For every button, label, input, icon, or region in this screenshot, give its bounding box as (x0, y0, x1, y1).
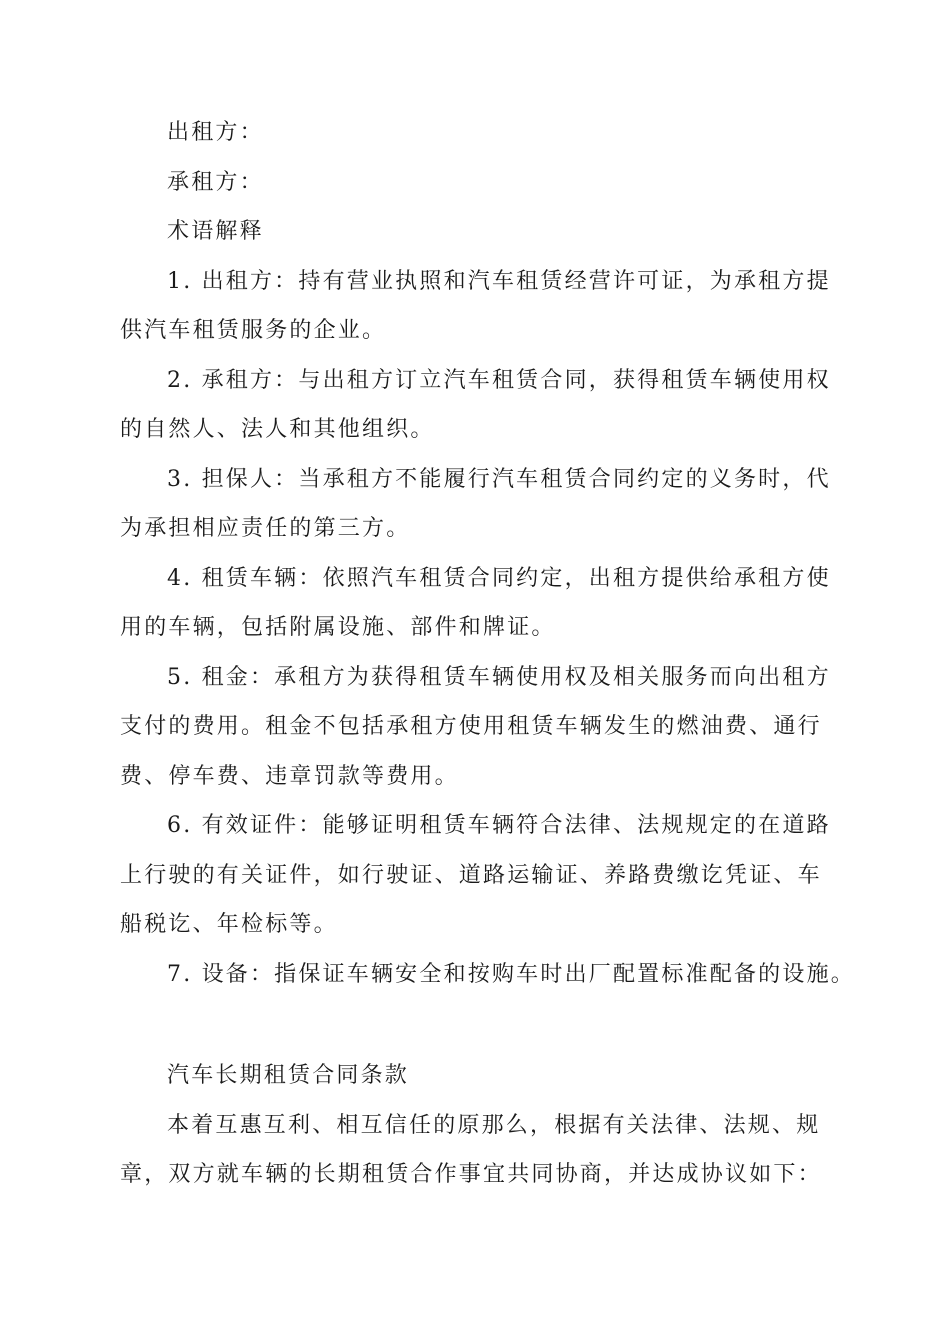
intro-line: 本着互惠互利、相互信任的原那么，根据有关法律、法规、规 (167, 1112, 821, 1138)
section-spacer (120, 999, 832, 1051)
definition-line: 支付的费用。租金不包括承租方使用租赁车辆发生的燃油费、通行 (120, 714, 822, 739)
definition-1 (120, 257, 832, 356)
definition-line: 的自然人、法人和其他组织。 (120, 417, 435, 442)
definition-line: 6. 有效证件：能够证明租赁车辆符合法律、法规规定的在道路 (167, 813, 831, 838)
definition-3 (120, 455, 832, 554)
definition-line: 船税讫、年检标等。 (120, 912, 338, 937)
lessor-label: 出租方： (167, 120, 264, 145)
definition-line: 7. 设备：指保证车辆安全和按购车时出厂配置标准配备的设施。 (167, 961, 855, 987)
intro-paragraph (120, 1101, 832, 1200)
definition-line: 费、停车费、违章罚款等费用。 (120, 763, 459, 789)
definition-line: 上行驶的有关证件，如行驶证、道路运输证、养路费缴讫凭证、车 (120, 862, 822, 888)
definition-2 (120, 356, 832, 455)
definition-5 (120, 653, 832, 802)
definition-line: 1. 出租方：持有营业执照和汽车租赁经营许可证，为承租方提 (167, 268, 831, 294)
lessee-label: 承租方： (167, 169, 264, 195)
document-body (120, 108, 855, 1200)
definition-4 (120, 554, 832, 653)
definition-line: 5. 租金：承租方为获得租赁车辆使用权及相关服务而向出租方 (167, 664, 831, 690)
definition-line: 供汽车租赁服务的企业。 (120, 318, 387, 343)
clauses-heading: 汽车长期租赁合同条款 (167, 1063, 410, 1088)
intro-line: 章，双方就车辆的长期租赁合作事宜共同协商，并达成协议如下： (120, 1162, 822, 1187)
definition-7 (120, 950, 855, 1000)
terms-heading: 术语解释 (167, 219, 264, 244)
definition-line: 为承担相应责任的第三方。 (120, 516, 411, 541)
definition-line: 2. 承租方：与出租方订立汽车租赁合同，获得租赁车辆使用权 (167, 367, 831, 393)
definition-6 (120, 801, 832, 950)
definition-line: 3. 担保人：当承租方不能履行汽车租赁合同约定的义务时，代 (167, 466, 831, 492)
definition-line: 用的车辆，包括附属设施、部件和牌证。 (120, 615, 556, 640)
definition-line: 4. 租赁车辆：依照汽车租赁合同约定，出租方提供给承租方使 (167, 565, 831, 591)
